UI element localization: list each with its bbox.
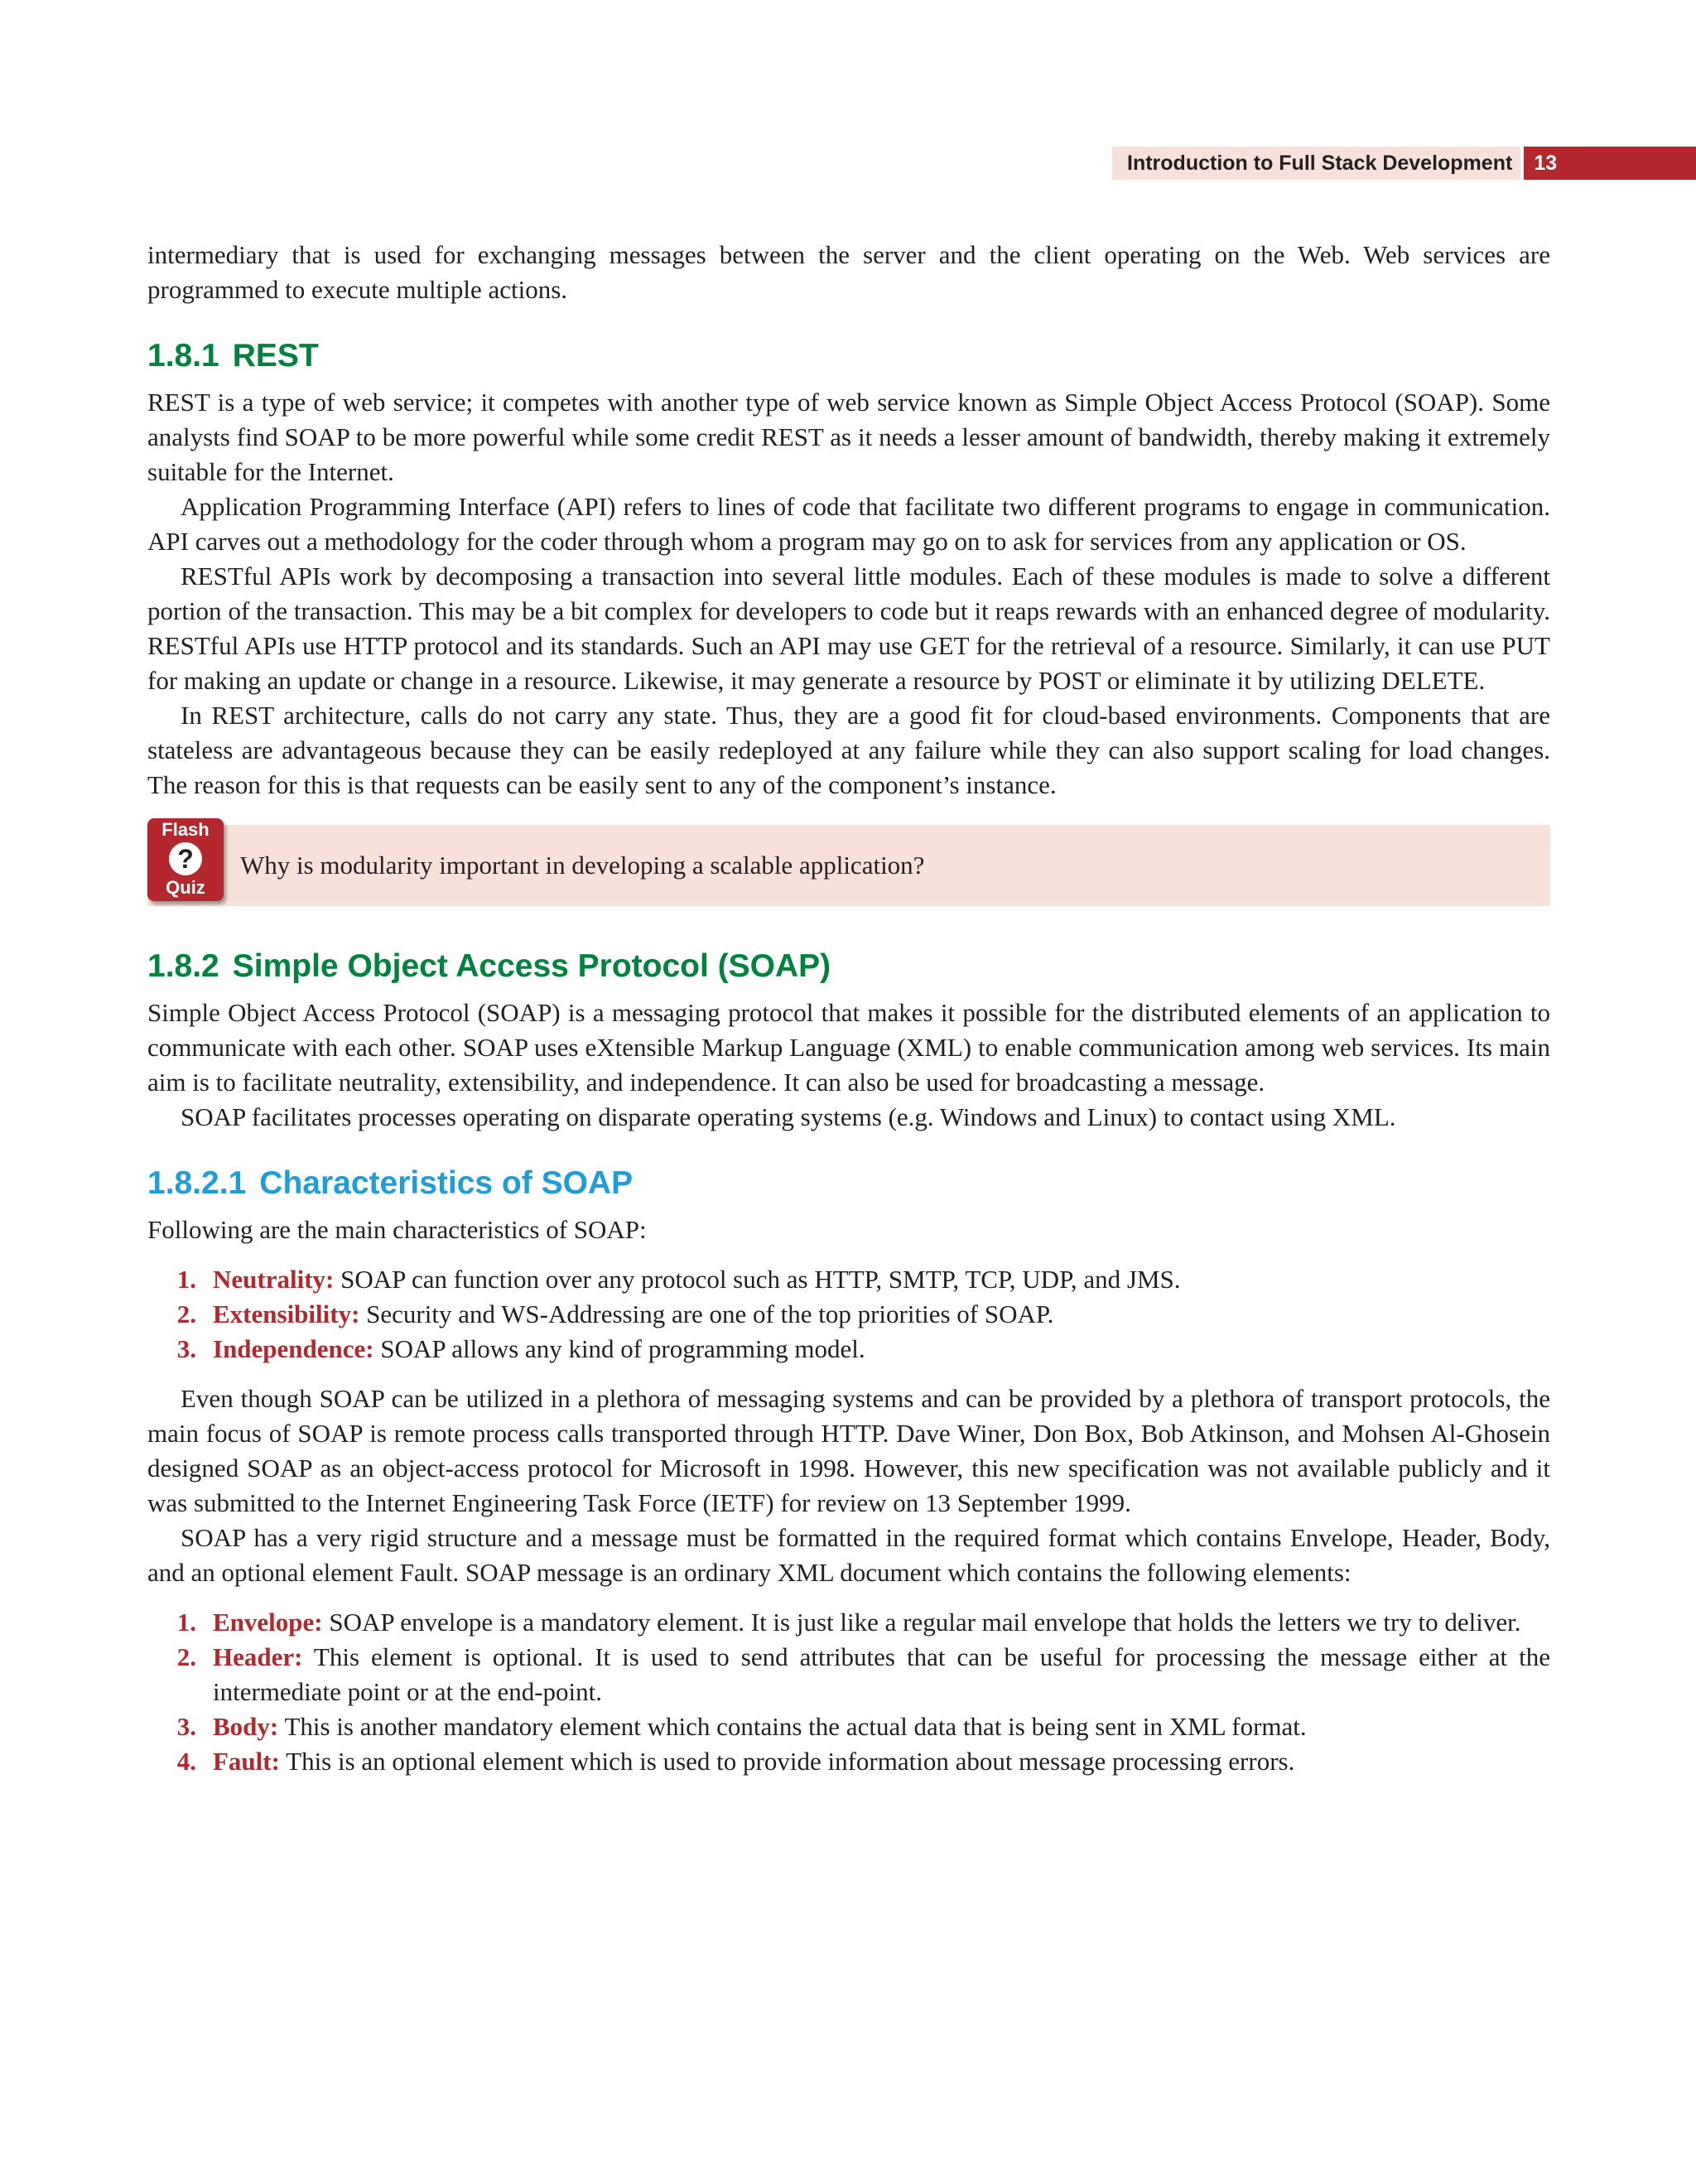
section-title: REST: [232, 338, 319, 374]
list-number: 1.: [176, 1608, 196, 1637]
paragraph: Even though SOAP can be utilized in a plethora of messaging systems and can be provided by a plethora of transport protocols, the main focus of SOAP is remote process calls transported through HTTP. Dave Winer, Don Box, Bob Atkinson, and Mohsen Al-Ghosein designed SOAP as an object-access protocol for Microsoft in 1998. However, this new specification was not available publicly and it was submitted to the Internet Engineering Task Force (IETF) for review on 13 September 1999.: [147, 1384, 1550, 1517]
list-text: SOAP allows any kind of programming model.: [373, 1334, 865, 1363]
list-item: [147, 1744, 1550, 1779]
list-text: This is an optional element which is used to provide information about message processing errors.: [279, 1747, 1295, 1776]
list-number: 2.: [176, 1299, 196, 1328]
list-number: 2.: [176, 1642, 196, 1671]
list-term: Neutrality:: [213, 1265, 335, 1294]
section-heading-rest: [147, 337, 1550, 375]
list-number: 3.: [176, 1334, 196, 1363]
quiz-label: Quiz: [166, 877, 205, 898]
paragraph: RESTful APIs work by decomposing a transaction into several little modules. Each of these modules is made to solve a different portion of the transaction. This may be a bit complex for developers to code but it reaps rewards with an enhanced degree of modularity. RESTful APIs use HTTP protocol and its standards. Such an API may use GET for the retrieval of a resource. Similarly, it can use PUT for making an update or change in a resource. Likewise, it may generate a resource by POST or eliminate it by utilizing DELETE.: [147, 562, 1550, 695]
characteristics-list: [147, 1262, 1550, 1367]
flash-label: Flash: [161, 819, 210, 840]
list-text: Security and WS-Addressing are one of the top priorities of SOAP.: [359, 1299, 1054, 1328]
page-number: 13: [1520, 147, 1696, 180]
soap-elements-list: [147, 1605, 1550, 1779]
paragraph: REST is a type of web service; it competes with another type of web service known as Simple Object Access Protocol (SOAP). Some analysts find SOAP to be more powerful while some credit REST as it needs a lesser amount of bandwidth, thereby making it extremely suitable for the Internet.: [147, 388, 1550, 486]
running-head: [1112, 147, 1696, 180]
list-text: SOAP envelope is a mandatory element. It is just like a regular mail envelope that holds the letters we try to deliver.: [322, 1608, 1521, 1637]
paragraph: Following are the main characteristics of SOAP:: [147, 1215, 647, 1244]
list-term: Envelope:: [213, 1608, 323, 1637]
section-title: Characteristics of SOAP: [259, 1165, 634, 1201]
flash-quiz-box: [147, 819, 1550, 906]
flash-quiz-question: Why is modularity important in developing a scalable application?: [240, 851, 925, 880]
list-text: This element is optional. It is used to send attributes that can be useful for processing the message either at the intermediate point or at the end-point.: [213, 1642, 1550, 1706]
list-number: 4.: [176, 1747, 196, 1776]
paragraph: SOAP facilitates processes operating on disparate operating systems (e.g. Windows and Linux) to contact using XML.: [181, 1102, 1396, 1131]
section-title: Simple Object Access Protocol (SOAP): [232, 948, 831, 984]
list-term: Independence:: [213, 1334, 374, 1363]
paragraph: Simple Object Access Protocol (SOAP) is a messaging protocol that makes it possible for the distributed elements of an application to communicate with each other. SOAP uses eXtensible Markup Language (XML) to enable communication among web services. Its main aim is to facilitate neutrality, extensibility, and independence. It can also be used for broadcasting a message.: [147, 998, 1550, 1097]
section-number: 1.8.2.1: [147, 1165, 247, 1201]
list-term: Extensibility:: [213, 1299, 360, 1328]
list-term: Body:: [213, 1712, 279, 1741]
list-text: This is another mandatory element which contains the actual data that is being sent in XML format.: [278, 1712, 1307, 1741]
list-item: [147, 1297, 1550, 1332]
list-item: [147, 1640, 1550, 1709]
paragraph: Application Programming Interface (API) refers to lines of code that facilitate two different programs to engage in communication. API carves out a methodology for the coder through whom a program may go on to ask for services from any application or OS.: [147, 492, 1550, 556]
flash-quiz-badge: [147, 818, 224, 901]
list-item: [147, 1262, 1550, 1297]
list-term: Header:: [213, 1642, 303, 1671]
intro-paragraph: intermediary that is used for exchanging messages between the server and the client operating on the Web. Web services are programmed to execute multiple actions.: [147, 240, 1550, 304]
list-item: [147, 1332, 1550, 1367]
list-number: 1.: [176, 1265, 196, 1294]
section-number: 1.8.1: [147, 338, 219, 374]
section-number: 1.8.2: [147, 948, 219, 984]
paragraph: In REST architecture, calls do not carry any state. Thus, they are a good fit for cloud-based environments. Components that are stateless are advantageous because they can be easily redeployed at any failure while they can also support scaling for load changes. The reason for this is that requests can be easily sent to any of the component’s instance.: [147, 701, 1550, 799]
list-term: Fault:: [213, 1747, 280, 1776]
page-content: [147, 238, 1550, 1779]
subsection-heading-characteristics: [147, 1164, 1550, 1203]
list-text: SOAP can function over any protocol such as HTTP, SMTP, TCP, UDP, and JMS.: [334, 1265, 1181, 1294]
paragraph: SOAP has a very rigid structure and a message must be formatted in the required format which contains Envelope, Header, Body, and an optional element Fault. SOAP message is an ordinary XML document which contains the following elements:: [147, 1523, 1550, 1587]
section-heading-soap: [147, 947, 1550, 986]
list-item: [147, 1605, 1550, 1640]
question-mark-icon: ?: [169, 842, 202, 875]
list-item: [147, 1709, 1550, 1744]
list-number: 3.: [176, 1712, 196, 1741]
running-head-title: Introduction to Full Stack Development: [1112, 147, 1520, 180]
